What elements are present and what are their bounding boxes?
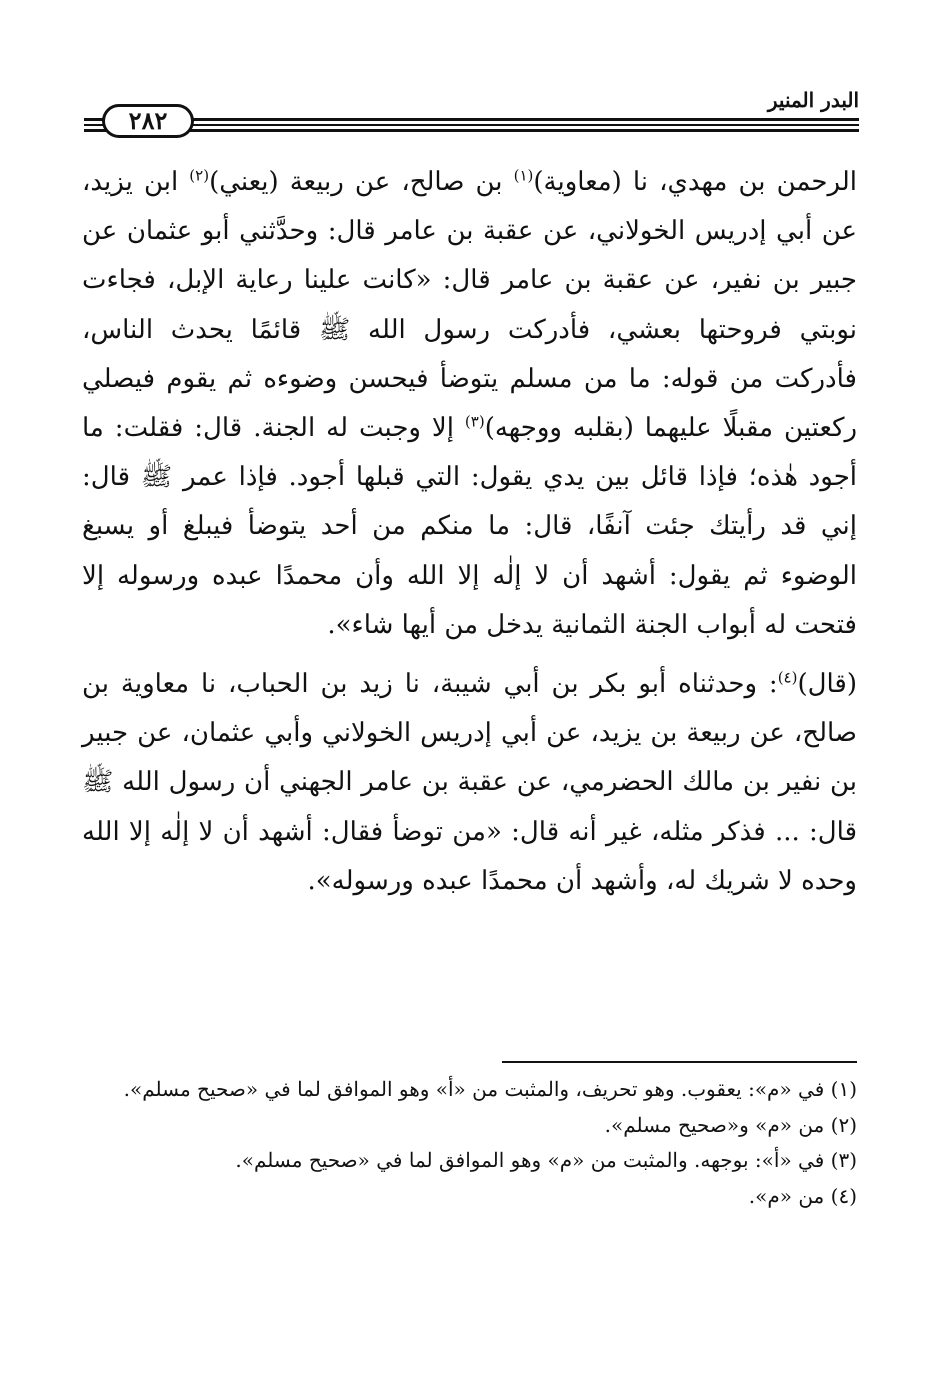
page-number-badge xyxy=(102,104,194,138)
footnotes xyxy=(82,1072,857,1214)
footnote-ref-3[interactable]: (٣) xyxy=(464,412,485,431)
page-number: ٢٨٢ xyxy=(128,106,168,135)
footnote-ref-2[interactable]: (٢) xyxy=(189,166,210,185)
footnote-4: (٤) من «م». xyxy=(748,1183,857,1208)
running-title: البدر المنير xyxy=(767,88,859,112)
page-header xyxy=(84,88,859,150)
footnote-ref-4[interactable]: (٤) xyxy=(777,668,798,687)
header-rule-thick-lower xyxy=(84,129,859,132)
footnote-3: (٣) في «أ»: بوجهه. والمثبت من «م» وهو الموافق لما في «صحيح مسلم». xyxy=(235,1148,857,1172)
header-rules xyxy=(84,118,859,135)
text-run: بن صالح، عن ربيعة (يعني) xyxy=(209,167,514,197)
text-run: : وحدثناه أبو بكر بن أبي شيبة، نا زيد بن الحباب، نا معاوية بن صالح، عن ربيعة بن يزيد، عن أبي إدريس الخولاني وأبي عثمان، عن جبير بن نفير بن مالك الحضرمي، عن عقبة بن عامر الجهني أن رسول الله ﷺ قال: ... فذكر مثله، غير أنه قال: «من توضأ فقال: أشهد أن لا إلٰه إلا الله وحده لا شريك له، وأشهد أن محمدًا عبده ورسوله». xyxy=(82,669,857,896)
text-run: ابن يزيد، عن أبي إدريس الخولاني، عن عقبة بن عامر قال: وحدَّثني أبو عثمان عن جبير بن نفير، عن عقبة بن عامر قال: «كانت علينا رعاية الإبل، فجاءت نوبتي فروحتها بعشي، فأدركت رسول الله ﷺ قائمًا يحدث الناس، فأدركت من قوله: ما من مسلم يتوضأ فيحسن وضوءه ثم يقوم فيصلي ركعتين مقبلًا عليهما (بقلبه ووجهه) xyxy=(82,167,858,444)
footnote-separator xyxy=(502,1061,857,1063)
text-run: إلا وجبت له الجنة. قال: فقلت: ما أجود هٰذه؛ فإذا قائل بين يدي يقول: التي قبلها أجود. فإذا عمر ﷺ قال: إني قد رأيتك جئت آنفًا، قال: ما منكم من أحد يتوضأ فيبلغ أو يسبغ الوضوء ثم يقول: أشهد أن لا إلٰه إلا الله وأن محمدًا عبده ورسوله إلا فتحت له أبواب الجنة الثمانية يدخل من أيها شاء». xyxy=(82,413,857,640)
footnote-2: (٢) من «م» و«صحيح مسلم». xyxy=(604,1112,857,1137)
footnote-1: (١) في «م»: يعقوب. وهو تحريف، والمثبت من «أ» وهو الموافق لما في «صحيح مسلم». xyxy=(123,1077,857,1101)
text-run: الرحمن بن مهدي، نا (معاوية) xyxy=(533,167,858,197)
paragraph-2 xyxy=(82,660,857,906)
text-run: (قال) xyxy=(797,669,857,700)
header-rule-thin xyxy=(84,124,859,126)
main-text xyxy=(82,158,857,906)
paragraph-1 xyxy=(82,158,857,650)
footnote-ref-1[interactable]: (١) xyxy=(513,166,534,185)
header-rule-thick xyxy=(84,118,859,121)
